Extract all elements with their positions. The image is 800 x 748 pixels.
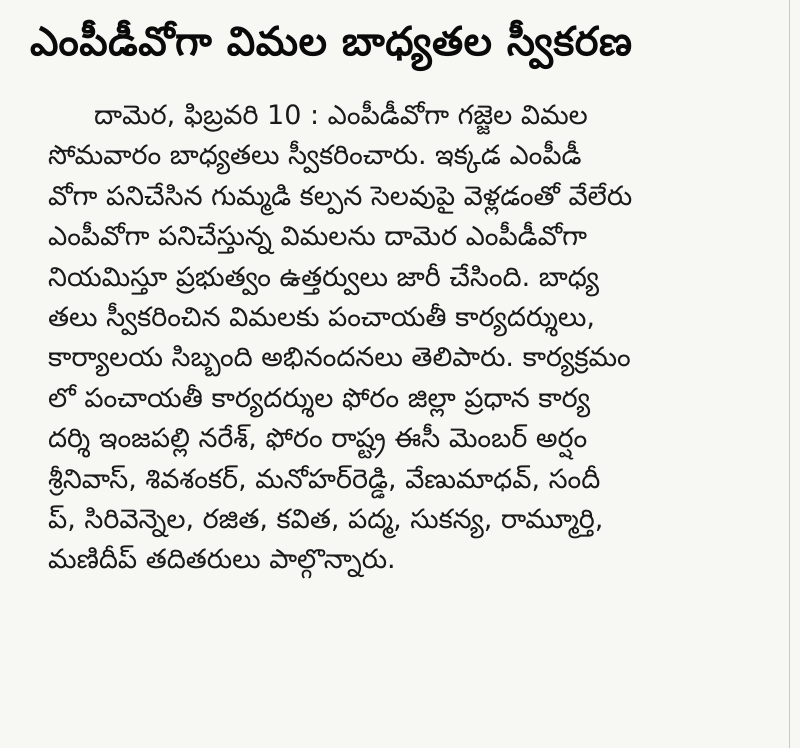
next-article-headline-cropped	[60, 718, 760, 748]
next-article-headline-fragment	[60, 724, 760, 748]
article-headline: ఎంపీడీవోగా విమల బాధ్యతల స్వీకరణ	[30, 19, 633, 65]
article-line: దర్శి ఇంజపల్లి నరేశ్, ఫోరం రాష్ట్ర ఈసీ మెంబర్ అర్షం	[48, 423, 588, 455]
article-line: ప్, సిరివెన్నెల, రజిత, కవిత, పద్మ, సుకన్య, రామ్మూర్తి,	[48, 503, 604, 535]
article-line: ఎంపీవోగా పనిచేస్తున్న విమలను దామెర ఎంపీడీవోగా	[48, 221, 587, 253]
article-line: మణిదీప్ తదితరులు పాల్గొన్నారు.	[48, 544, 396, 576]
article-line: శ్రీనివాస్, శివశంకర్, మనోహర్‌రెడ్డి, వేణుమాధవ్, సందీ	[48, 463, 601, 495]
article-line: నియమిస్తూ ప్రభుత్వం ఉత్తర్వులు జారీ చేసింది. బాధ్య	[48, 261, 599, 293]
article-line: సోమవారం బాధ్యతలు స్వీకరించారు. ఇక్కడ ఎంపీడీ	[48, 140, 582, 172]
article-line: వోగా పనిచేసిన గుమ్మడి కల్పన సెలవుపై వెళ్లడంతో వేలేరు	[48, 180, 633, 212]
article-line: దామెర, ఫిబ్రవరి 10 : ఎంపీడీవోగా గజ్జెల విమల	[94, 100, 588, 131]
article-body	[48, 96, 760, 581]
article-line: లో పంచాయతీ కార్యదర్శుల ఫోరం జిల్లా ప్రధాన కార్య	[48, 382, 591, 414]
article-line: తలు స్వీకరించిన విమలకు పంచాయతీ కార్యదర్శులు,	[48, 301, 595, 333]
article-line: కార్యాలయ సిబ్బంది అభినందనలు తెలిపారు. కార్యక్రమం	[48, 342, 631, 374]
column-divider	[789, 0, 790, 748]
